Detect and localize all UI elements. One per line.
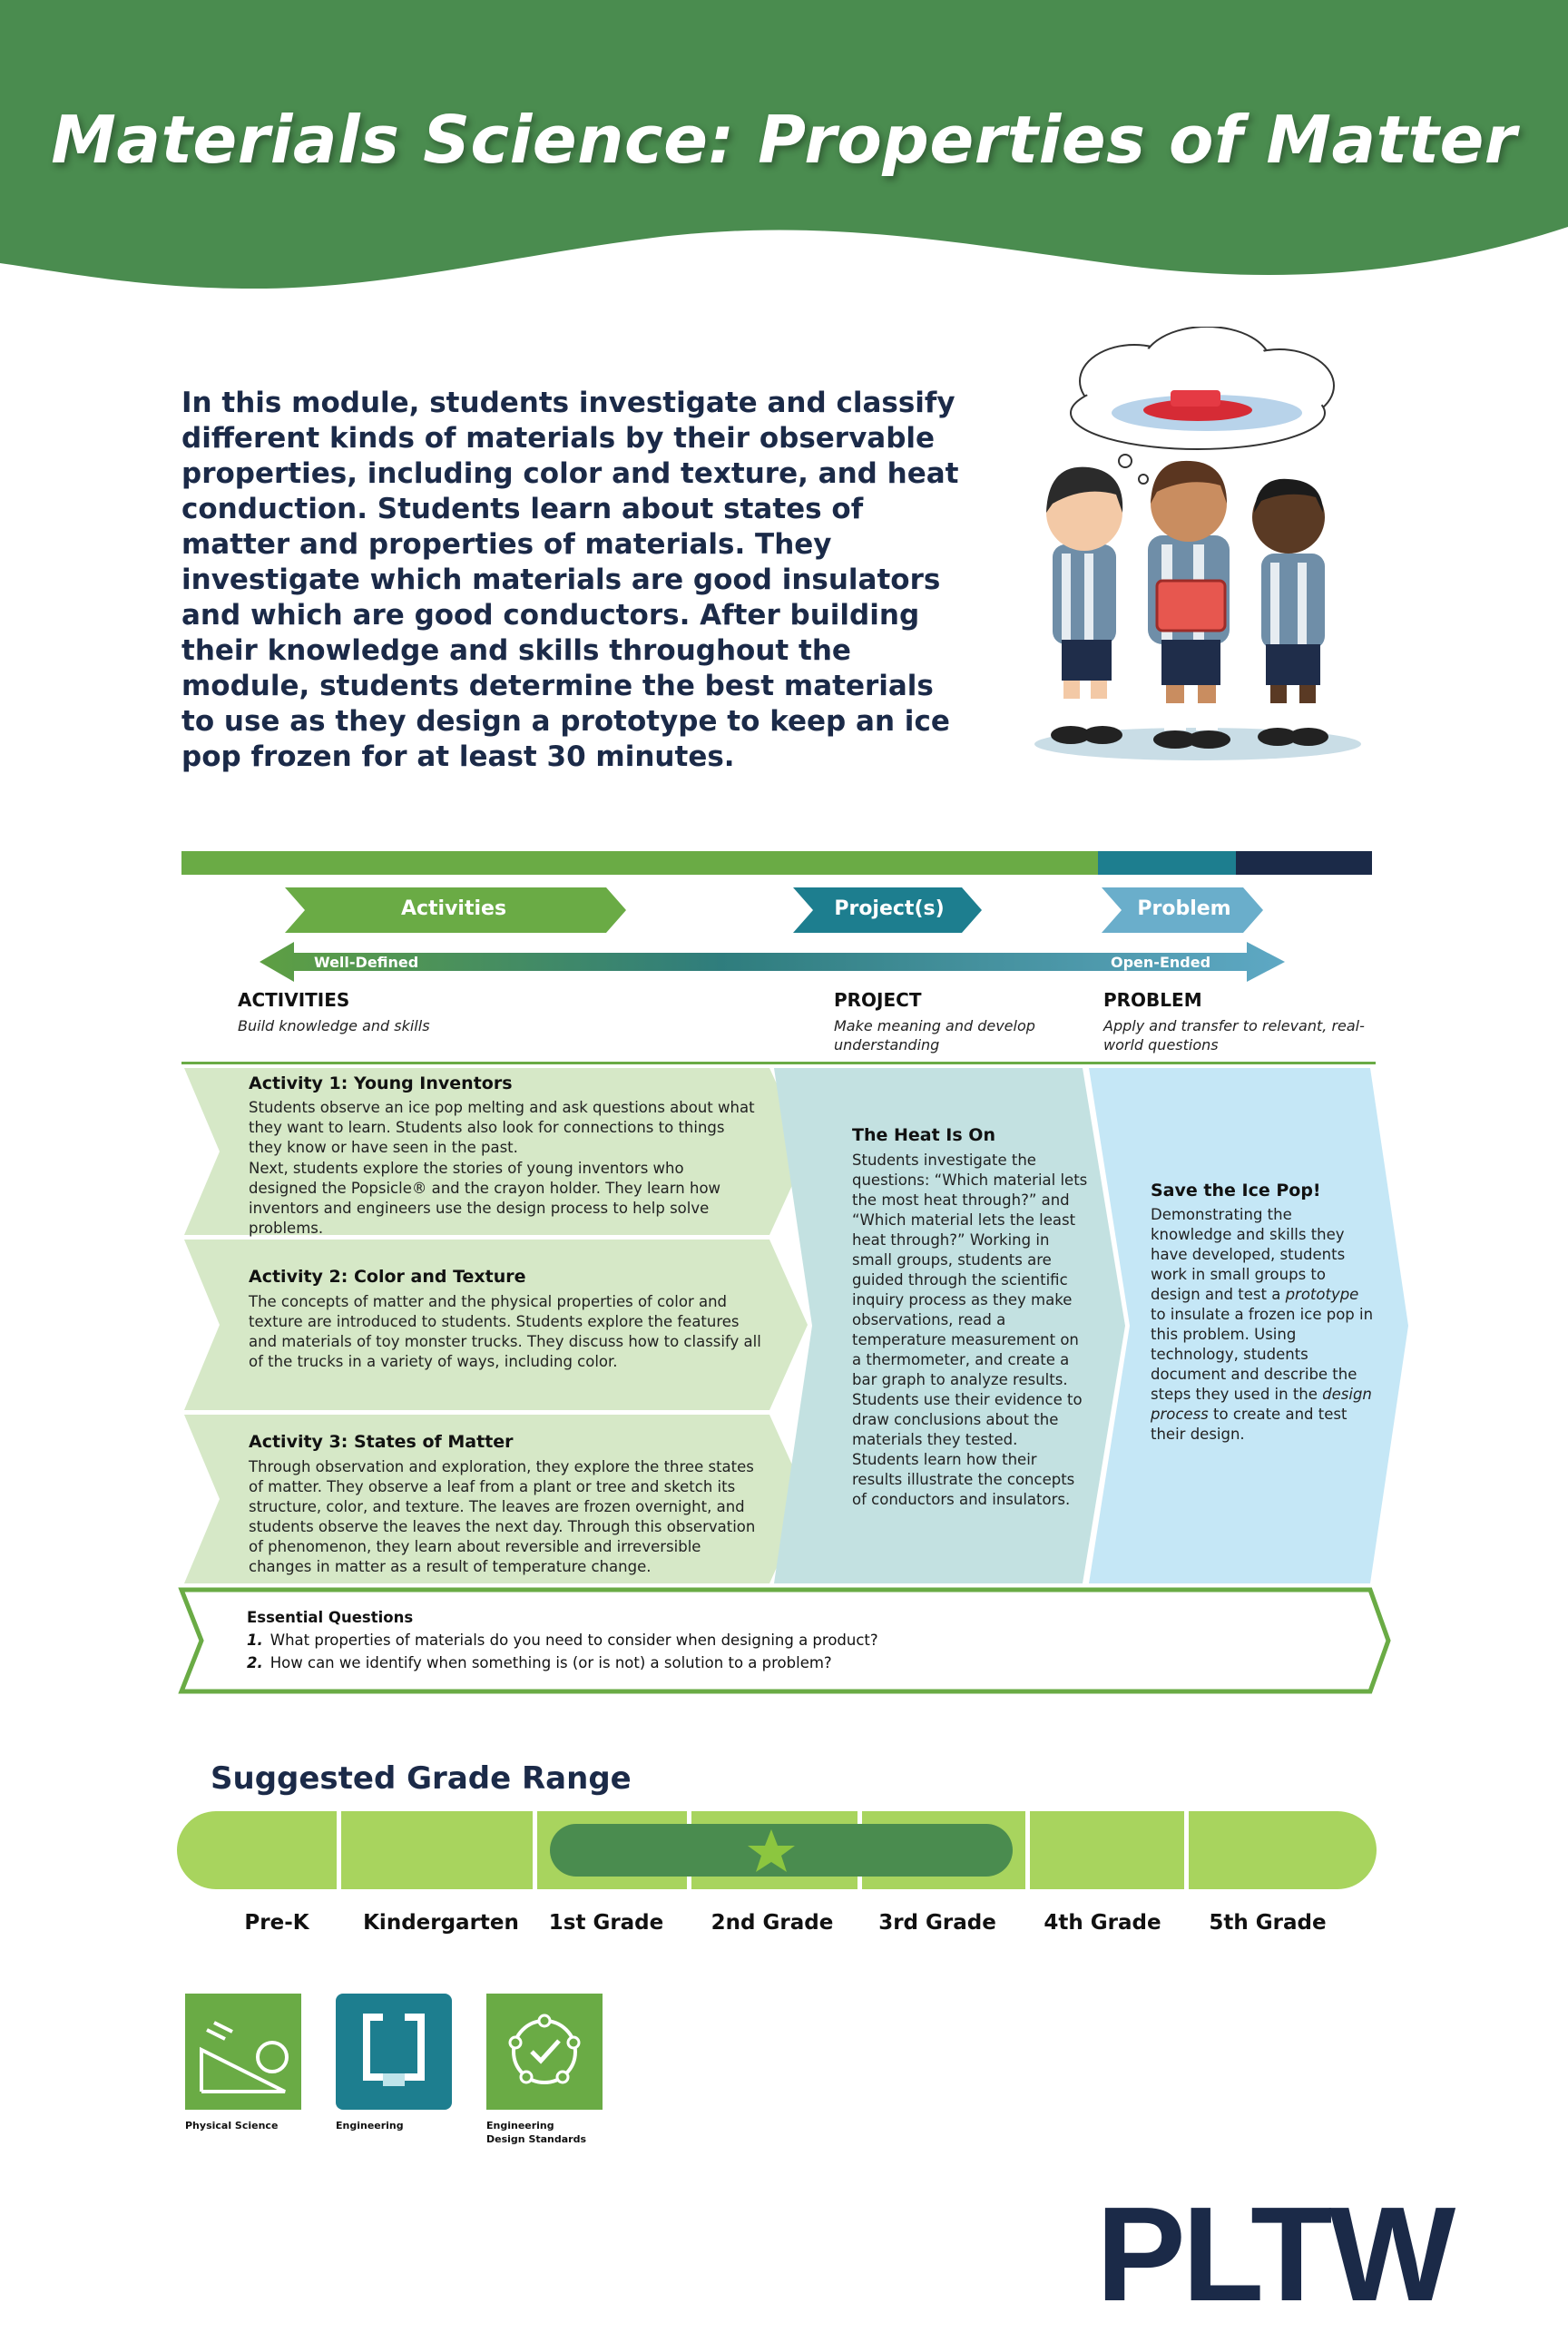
column-heading-project: PROJECT [834, 989, 922, 1011]
problem-text-b: to insulate a frozen ice pop in this problem. Using technology, students document and describe the steps they used in the [1151, 1306, 1374, 1403]
grade-label-5th: 5th Grade [1209, 1911, 1327, 1935]
essential-question-1-text: What properties of materials do you need to consider when designing a product? [270, 1632, 878, 1649]
essential-question-2-number: 2. [247, 1654, 263, 1671]
grade-label-3rd: 3rd Grade [878, 1911, 996, 1935]
problem-text-em-design-process: design process [1151, 1386, 1372, 1423]
activity-2-text: The concepts of matter and the physical properties of color and texture are introduced to students. Students explore the features and materials of toy monster trucks. They discuss how to classify all of the trucks in a variety of ways, including color. [249, 1293, 761, 1370]
problem-text-a: Demonstrating the knowledge and skills they have developed, students work in small groups to design and test a [1151, 1206, 1346, 1303]
spectrum-left-label: Well-Defined [314, 954, 419, 971]
activity-3-text: Through observation and exploration, they explore the three states of matter. They observe a leaf from a plant or tree and sketch its structure, color, and texture. The leaves are frozen overnight, and students observe the leaves the next day. Through this observation of phenomenon, they learn about reversible and irreversible changes in matter as a result of temperature change. [249, 1458, 756, 1575]
bracket-icon [336, 1994, 452, 2110]
column-sub-activities: Build knowledge and skills [238, 1017, 430, 1034]
essential-question-2-text: How can we identify when something is (or is not) a solution to a problem? [270, 1654, 832, 1671]
pltw-logo: PLTW [1096, 2180, 1453, 2329]
grade-divider-5 [1025, 1811, 1030, 1889]
essential-questions-title: Essential Questions [247, 1609, 414, 1626]
activity-1-title: Activity 1: Young Inventors [249, 1073, 513, 1093]
grade-divider-1 [337, 1811, 341, 1889]
subject-label-engineering-design-standards: Engineering Design Standards [486, 2120, 587, 2145]
problem-text-c: to create and test their design. [1151, 1406, 1348, 1443]
grade-range-title: Suggested Grade Range [211, 1760, 632, 1797]
problem-text-em-prototype: prototype [1285, 1286, 1359, 1303]
page-title: Materials Science: Properties of Matter [51, 102, 1517, 178]
chevron-activities-label: Activities [400, 897, 507, 920]
column-heading-activities: ACTIVITIES [238, 989, 350, 1011]
ramp-ball-icon [185, 1994, 301, 2110]
activity-3-title: Activity 3: States of Matter [249, 1432, 514, 1452]
grade-divider-2 [533, 1811, 537, 1889]
activity-1-text: Students observe an ice pop melting and ask questions about what they want to learn. Students also look for connections to things they know or have seen in the past. [249, 1099, 755, 1156]
grade-label-4th: 4th Grade [1044, 1911, 1161, 1935]
subject-label-engineering: Engineering [336, 2120, 404, 2132]
cycle-check-icon [486, 1994, 603, 2110]
column-sub-project: Make meaning and develop understanding [834, 1017, 1035, 1054]
project-title: The Heat Is On [852, 1125, 995, 1145]
grade-label-kindergarten: Kindergarten [363, 1911, 519, 1935]
chevron-problem-label: Problem [1137, 897, 1231, 920]
project-text: Students investigate the questions: “Which material lets the most heat through?” and “Which material lets the least heat through?” Working in small groups, students are guided through the scientific inquiry process as they make observations, read a temperature measurement on a thermometer, and create a bar graph to analyze results. Students use their evidence to draw conclusions about the materials they tested. Students learn how their results illustrate the concepts of conductors and insulators. [852, 1152, 1088, 1508]
problem-title: Save the Ice Pop! [1151, 1181, 1321, 1200]
activity-1-text-2: Next, students explore the stories of young inventors who designed the Popsicle® and the crayon holder. They learn how inventors and engineers use the design process to help solve problems. [249, 1160, 721, 1237]
activity-2-title: Activity 2: Color and Texture [249, 1267, 526, 1287]
spectrum-right-label: Open-Ended [1111, 954, 1211, 971]
grade-label-prek: Pre-K [244, 1911, 309, 1935]
column-sub-problem: Apply and transfer to relevant, real-world questions [1103, 1017, 1365, 1054]
subject-label-physical-science: Physical Science [185, 2120, 279, 2132]
grade-label-1st: 1st Grade [548, 1911, 664, 1935]
intro-paragraph: In this module, students investigate and classify different kinds of materials by their observable properties, including color and texture, and heat conduction. Students learn about states of matter and properties of materials. They investigate which materials are good insulators and which are good conductors. After building their knowledge and skills throughout the module, students determine the best materials to use as they design a prototype to keep an ice pop frozen for at least 30 minutes. [181, 387, 959, 773]
grade-divider-6 [1184, 1811, 1189, 1889]
grade-label-2nd: 2nd Grade [710, 1911, 834, 1935]
essential-question-1-number: 1. [247, 1632, 263, 1649]
column-heading-problem: PROBLEM [1103, 989, 1202, 1011]
chevron-project-label: Project(s) [834, 897, 945, 920]
